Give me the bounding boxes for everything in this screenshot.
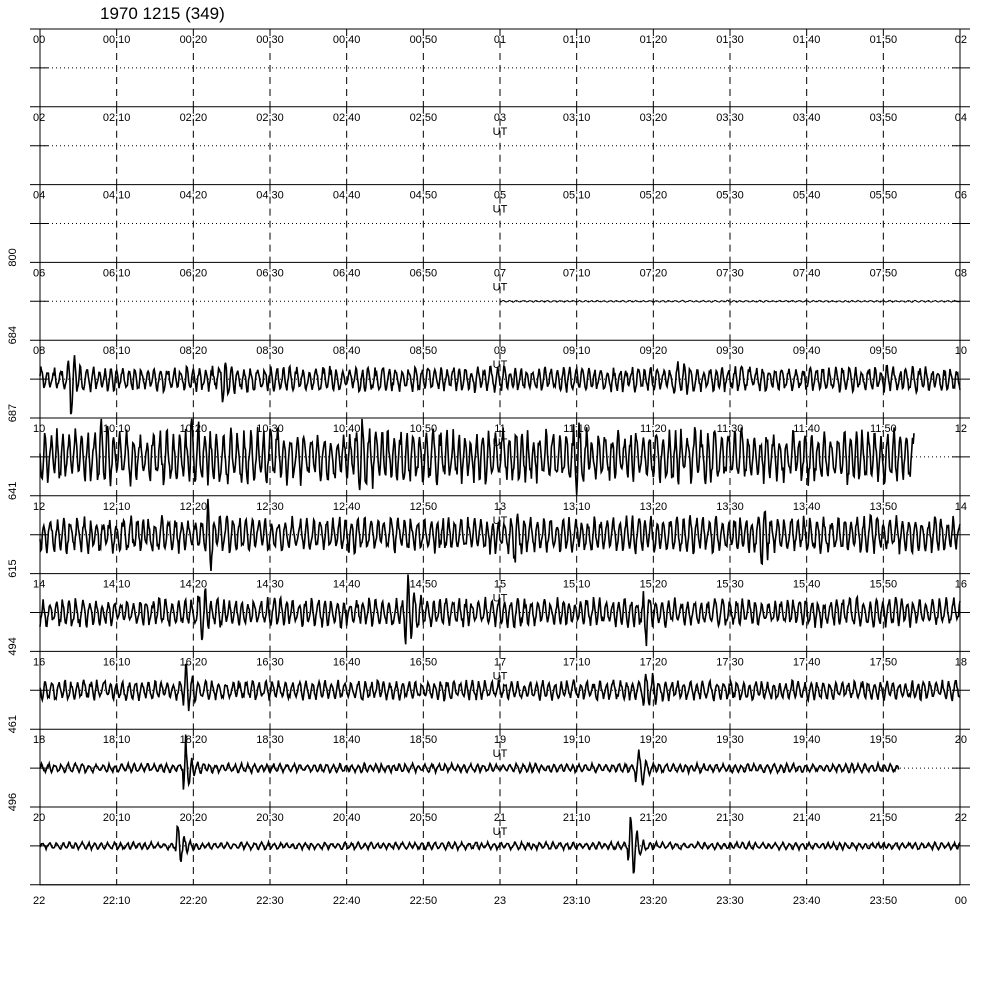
ut-label: UT xyxy=(492,592,508,605)
row-side-label: 641 xyxy=(7,481,19,500)
time-tick-label: 16 xyxy=(33,656,46,669)
time-tick-label: 03:50 xyxy=(869,111,898,124)
time-tick-label: 13:50 xyxy=(869,500,898,513)
time-tick-label: 15:20 xyxy=(639,578,668,591)
time-tick-label: 12 xyxy=(954,423,967,435)
time-tick-label: 04 xyxy=(33,189,46,202)
chart-title: 1970 1215 (349) xyxy=(100,4,225,23)
time-tick-label: 01:10 xyxy=(562,34,591,46)
time-tick-label: 14:40 xyxy=(332,578,361,591)
time-tick-label: 07:40 xyxy=(792,267,821,280)
time-tick-label: 03:10 xyxy=(562,111,591,124)
time-tick-label: 08 xyxy=(33,345,46,358)
time-tick-label: 09:30 xyxy=(716,345,744,358)
bottom-tick-label: 22:20 xyxy=(179,894,208,907)
time-tick-label: 18:40 xyxy=(332,734,361,747)
time-tick-label: 13:40 xyxy=(792,500,821,513)
time-tick-label: 04 xyxy=(954,111,967,124)
time-tick-label: 10 xyxy=(954,345,967,358)
time-tick-label: 21 xyxy=(493,812,507,824)
time-tick-label: 02:50 xyxy=(409,111,438,124)
time-tick-label: 07:50 xyxy=(869,267,898,280)
time-tick-label: 11:40 xyxy=(793,423,821,435)
time-tick-label: 19:30 xyxy=(716,734,744,747)
time-tick-label: 13:20 xyxy=(639,500,668,513)
time-tick-label: 11:20 xyxy=(639,423,667,435)
time-tick-label: 07:20 xyxy=(639,267,668,280)
time-tick-label: 09:10 xyxy=(562,345,591,358)
time-tick-label: 13 xyxy=(493,500,507,513)
time-tick-label: 07 xyxy=(493,267,507,280)
bottom-tick-label: 23:10 xyxy=(562,894,591,907)
time-tick-label: 14:50 xyxy=(409,578,438,591)
time-tick-label: 01:20 xyxy=(639,34,668,46)
time-tick-label: 10:50 xyxy=(409,423,438,435)
time-tick-label: 03:20 xyxy=(639,111,668,124)
time-tick-label: 21:40 xyxy=(792,812,821,824)
time-tick-label: 17:30 xyxy=(716,656,744,669)
time-tick-label: 03:40 xyxy=(792,111,821,124)
time-tick-label: 06:30 xyxy=(256,267,284,280)
time-tick-label: 14 xyxy=(954,500,967,513)
time-tick-label: 16:40 xyxy=(332,656,361,669)
row-side-label: 615 xyxy=(7,559,19,578)
time-tick-label: 18:50 xyxy=(409,734,438,747)
time-tick-label: 20 xyxy=(954,734,967,747)
time-tick-label: 01:50 xyxy=(869,34,898,46)
bottom-tick-label: 22:40 xyxy=(332,894,361,907)
time-tick-label: 04:30 xyxy=(256,189,284,202)
time-tick-label: 19:10 xyxy=(562,734,591,747)
time-tick-label: 18:20 xyxy=(179,734,208,747)
time-tick-label: 16:20 xyxy=(179,656,208,669)
time-tick-label: 17:40 xyxy=(792,656,821,669)
time-tick-label: 00:40 xyxy=(332,34,361,46)
time-tick-label: 03 xyxy=(493,111,507,124)
row-side-label: 461 xyxy=(7,715,19,734)
time-tick-label: 16 xyxy=(954,578,967,591)
time-tick-label: 14:20 xyxy=(179,578,208,591)
time-tick-label: 21:10 xyxy=(562,812,591,824)
row-side-label: 800 xyxy=(7,248,19,267)
time-tick-label: 15 xyxy=(493,578,507,591)
time-tick-label: 05:10 xyxy=(562,189,591,202)
time-tick-label: 10:30 xyxy=(256,423,284,435)
time-tick-label: 15:50 xyxy=(869,578,898,591)
time-tick-label: 19:20 xyxy=(639,734,668,747)
time-tick-label: 18:30 xyxy=(256,734,284,747)
time-tick-label: 05:40 xyxy=(792,189,821,202)
time-tick-label: 13:30 xyxy=(716,500,744,513)
ut-label: UT xyxy=(492,281,508,294)
time-tick-label: 08:50 xyxy=(409,345,438,358)
time-tick-label: 20 xyxy=(33,812,46,824)
time-tick-label: 10:20 xyxy=(179,423,208,435)
bottom-tick-label: 22:30 xyxy=(256,894,284,907)
time-tick-label: 06 xyxy=(33,267,46,280)
row-side-label: 684 xyxy=(7,326,19,345)
time-tick-label: 05:20 xyxy=(639,189,668,202)
time-tick-label: 17:50 xyxy=(869,656,898,669)
bottom-tick-label: 23:30 xyxy=(716,894,744,907)
time-tick-label: 07:30 xyxy=(716,267,744,280)
time-tick-label: 15:30 xyxy=(716,578,744,591)
time-tick-label: 17:10 xyxy=(562,656,591,669)
time-tick-label: 02:40 xyxy=(332,111,361,124)
time-tick-label: 11 xyxy=(494,423,506,435)
time-tick-label: 08:10 xyxy=(102,345,131,358)
time-tick-label: 08:30 xyxy=(256,345,284,358)
time-tick-label: 19 xyxy=(493,734,507,747)
time-tick-label: 08 xyxy=(954,267,967,280)
ut-label: UT xyxy=(492,514,508,527)
time-tick-label: 02 xyxy=(33,111,46,124)
bottom-tick-label: 23:20 xyxy=(639,894,668,907)
time-tick-label: 11:30 xyxy=(716,423,744,435)
time-tick-label: 00:20 xyxy=(179,34,208,46)
time-tick-label: 12:30 xyxy=(256,500,284,513)
time-tick-label: 16:50 xyxy=(409,656,438,669)
time-tick-label: 04:20 xyxy=(179,189,208,202)
time-tick-label: 12:20 xyxy=(179,500,208,513)
time-tick-label: 17 xyxy=(493,656,507,669)
time-tick-label: 09:20 xyxy=(639,345,668,358)
time-tick-label: 00:30 xyxy=(256,34,284,46)
time-tick-label: 11:10 xyxy=(563,423,591,435)
time-tick-label: 13:10 xyxy=(562,500,591,513)
time-tick-label: 01:30 xyxy=(716,34,744,46)
time-tick-label: 18 xyxy=(954,656,967,669)
time-tick-label: 00:10 xyxy=(102,34,131,46)
time-tick-label: 12:40 xyxy=(332,500,361,513)
time-tick-label: 14:30 xyxy=(256,578,284,591)
time-tick-label: 14:10 xyxy=(102,578,131,591)
seismic-trace xyxy=(40,735,899,790)
time-tick-label: 04:10 xyxy=(102,189,131,202)
time-tick-label: 20:50 xyxy=(409,812,438,824)
bottom-tick-label: 23 xyxy=(493,894,507,907)
row-side-label: 687 xyxy=(7,403,19,423)
bottom-tick-label: 22:50 xyxy=(409,894,438,907)
ut-label: UT xyxy=(492,670,508,683)
time-tick-label: 21:20 xyxy=(639,812,668,824)
bottom-tick-label: 23:40 xyxy=(792,894,821,907)
time-tick-label: 16:10 xyxy=(102,656,131,669)
time-tick-label: 21:30 xyxy=(716,812,744,824)
time-tick-label: 01:40 xyxy=(792,34,821,46)
time-tick-label: 00:50 xyxy=(409,34,438,46)
time-tick-label: 10:10 xyxy=(102,423,131,435)
time-tick-label: 22 xyxy=(954,812,967,824)
time-tick-label: 19:50 xyxy=(869,734,898,747)
time-tick-label: 16:30 xyxy=(256,656,284,669)
time-tick-label: 18 xyxy=(33,734,46,747)
time-tick-label: 05:50 xyxy=(869,189,898,202)
time-tick-label: 04:40 xyxy=(332,189,361,202)
time-tick-label: 06:10 xyxy=(102,267,131,280)
time-tick-label: 06 xyxy=(954,189,967,202)
time-tick-label: 10:40 xyxy=(332,423,361,435)
time-tick-label: 19:40 xyxy=(792,734,821,747)
time-tick-label: 00 xyxy=(33,34,46,46)
ut-label: UT xyxy=(492,826,508,838)
time-tick-label: 03:30 xyxy=(716,111,744,124)
time-tick-label: 01 xyxy=(493,34,507,46)
time-tick-label: 15:10 xyxy=(562,578,591,591)
time-tick-label: 06:20 xyxy=(179,267,208,280)
time-tick-label: 09:50 xyxy=(869,345,898,358)
time-tick-label: 02:30 xyxy=(256,111,284,124)
time-tick-label: 05 xyxy=(493,189,507,202)
time-tick-label: 12 xyxy=(33,500,46,513)
seismic-trace xyxy=(40,419,914,495)
time-tick-label: 14 xyxy=(33,578,46,591)
time-tick-label: 02:10 xyxy=(102,111,131,124)
ut-label: UT xyxy=(492,203,508,216)
time-tick-label: 11:50 xyxy=(869,423,897,435)
time-tick-label: 07:10 xyxy=(562,267,591,280)
time-tick-label: 09:40 xyxy=(792,345,821,358)
bottom-tick-label: 22:10 xyxy=(102,894,131,907)
time-tick-label: 20:20 xyxy=(179,812,208,824)
row-side-label: 494 xyxy=(7,637,19,656)
time-tick-label: 09 xyxy=(493,345,507,358)
time-tick-label: 08:40 xyxy=(332,345,361,358)
bottom-tick-label: 23:50 xyxy=(869,894,898,907)
row-side-label: 496 xyxy=(7,792,19,812)
ut-label: UT xyxy=(492,437,508,449)
time-tick-label: 10 xyxy=(33,423,46,435)
time-tick-label: 04:50 xyxy=(409,189,438,202)
bottom-tick-label: 00 xyxy=(954,894,967,907)
time-tick-label: 15:40 xyxy=(792,578,821,591)
bottom-tick-label: 22 xyxy=(33,894,46,907)
time-tick-label: 17:20 xyxy=(639,656,668,669)
time-tick-label: 18:10 xyxy=(102,734,131,747)
time-tick-label: 20:40 xyxy=(332,812,361,824)
time-tick-label: 20:10 xyxy=(102,812,131,824)
time-tick-label: 08:20 xyxy=(179,345,208,358)
time-tick-label: 05:30 xyxy=(716,189,744,202)
time-tick-label: 12:10 xyxy=(102,500,131,513)
time-tick-label: 02 xyxy=(954,34,967,46)
ut-label: UT xyxy=(492,748,508,761)
time-tick-label: 20:30 xyxy=(256,812,284,824)
ut-label: UT xyxy=(492,125,508,138)
time-tick-label: 02:20 xyxy=(179,111,208,124)
ut-label: UT xyxy=(492,359,508,372)
time-tick-label: 06:50 xyxy=(409,267,438,280)
time-tick-label: 06:40 xyxy=(332,267,361,280)
time-tick-label: 12:50 xyxy=(409,500,438,513)
time-tick-label: 21:50 xyxy=(869,812,898,824)
